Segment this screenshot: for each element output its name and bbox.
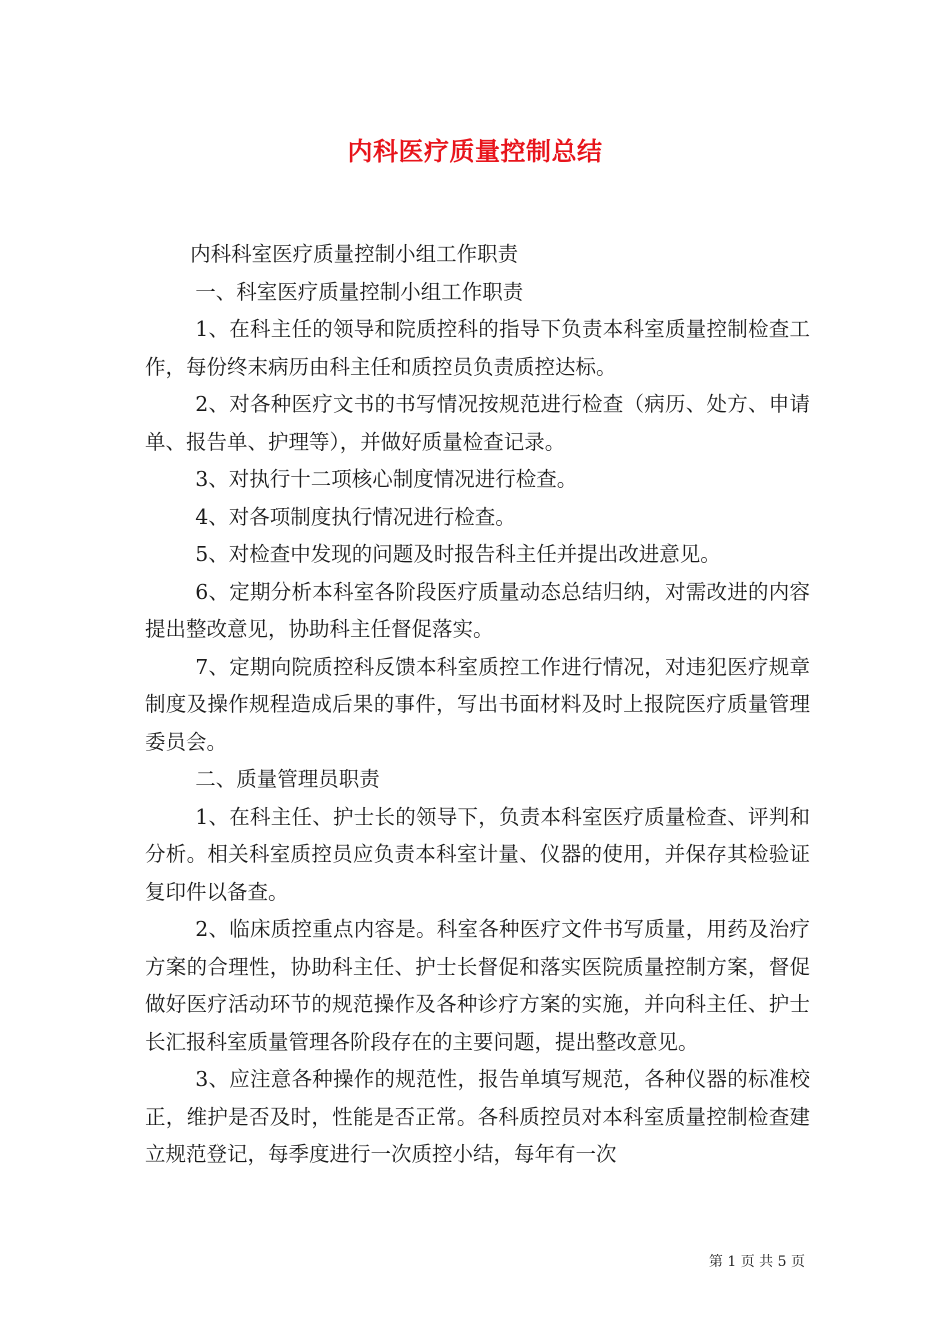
paragraph: 7、定期向院质控科反馈本科室质控工作进行情况，对违犯医疗规章制度及操作规程造成后果的事件，写出书面材料及时上报院医疗质量管理委员会。: [145, 654, 810, 754]
document-title: 内科医疗质量控制总结: [347, 137, 603, 166]
document-body: [145, 236, 810, 1174]
section-heading-1: 一、科室医疗质量控制小组工作职责: [195, 279, 524, 304]
paragraph: 4、对各项制度执行情况进行检查。: [195, 504, 516, 529]
paragraph: 2、对各种医疗文书的书写情况按规范进行检查（病历、处方、申请单、报告单、护理等），并做好质量检查记录。: [145, 392, 810, 454]
paragraph: 1、在科主任的领导和院质控科的指导下负责本科室质量控制检查工作，每份终末病历由科主任和质控员负责质控达标。: [145, 317, 810, 379]
page-number: 第 1 页 共 5 页: [708, 1254, 805, 1270]
paragraph: 1、在科主任、护士长的领导下，负责本科室医疗质量检查、评判和分析。相关科室质控员应负责本科室计量、仪器的使用，并保存其检验证复印件以备查。: [145, 804, 810, 904]
paragraph: 6、定期分析本科室各阶段医疗质量动态总结归纳，对需改进的内容提出整改意见，协助科主任督促落实。: [145, 579, 810, 641]
paragraph-subtitle: 内科科室医疗质量控制小组工作职责: [190, 242, 519, 266]
paragraph: 3、应注意各种操作的规范性，报告单填写规范，各种仪器的标准校正，维护是否及时，性能是否正常。各科质控员对本科室质量控制检查建立规范登记，每季度进行一次质控小结，每年有一次: [145, 1067, 810, 1166]
section-heading-2: 二、质量管理员职责: [195, 767, 380, 791]
paragraph: 3、对执行十二项核心制度情况进行检查。: [195, 467, 578, 491]
paragraph: 5、对检查中发现的问题及时报告科主任并提出改进意见。: [195, 542, 721, 566]
paragraph: 2、临床质控重点内容是。科室各种医疗文件书写质量，用药及治疗方案的合理性，协助科主任、护士长督促和落实医院质量控制方案，督促做好医疗活动环节的规范操作及各种诊疗方案的实施，并向科主任、护士长汇报科室质量管理各阶段存在的主要问题，提出整改意见。: [145, 917, 810, 1054]
